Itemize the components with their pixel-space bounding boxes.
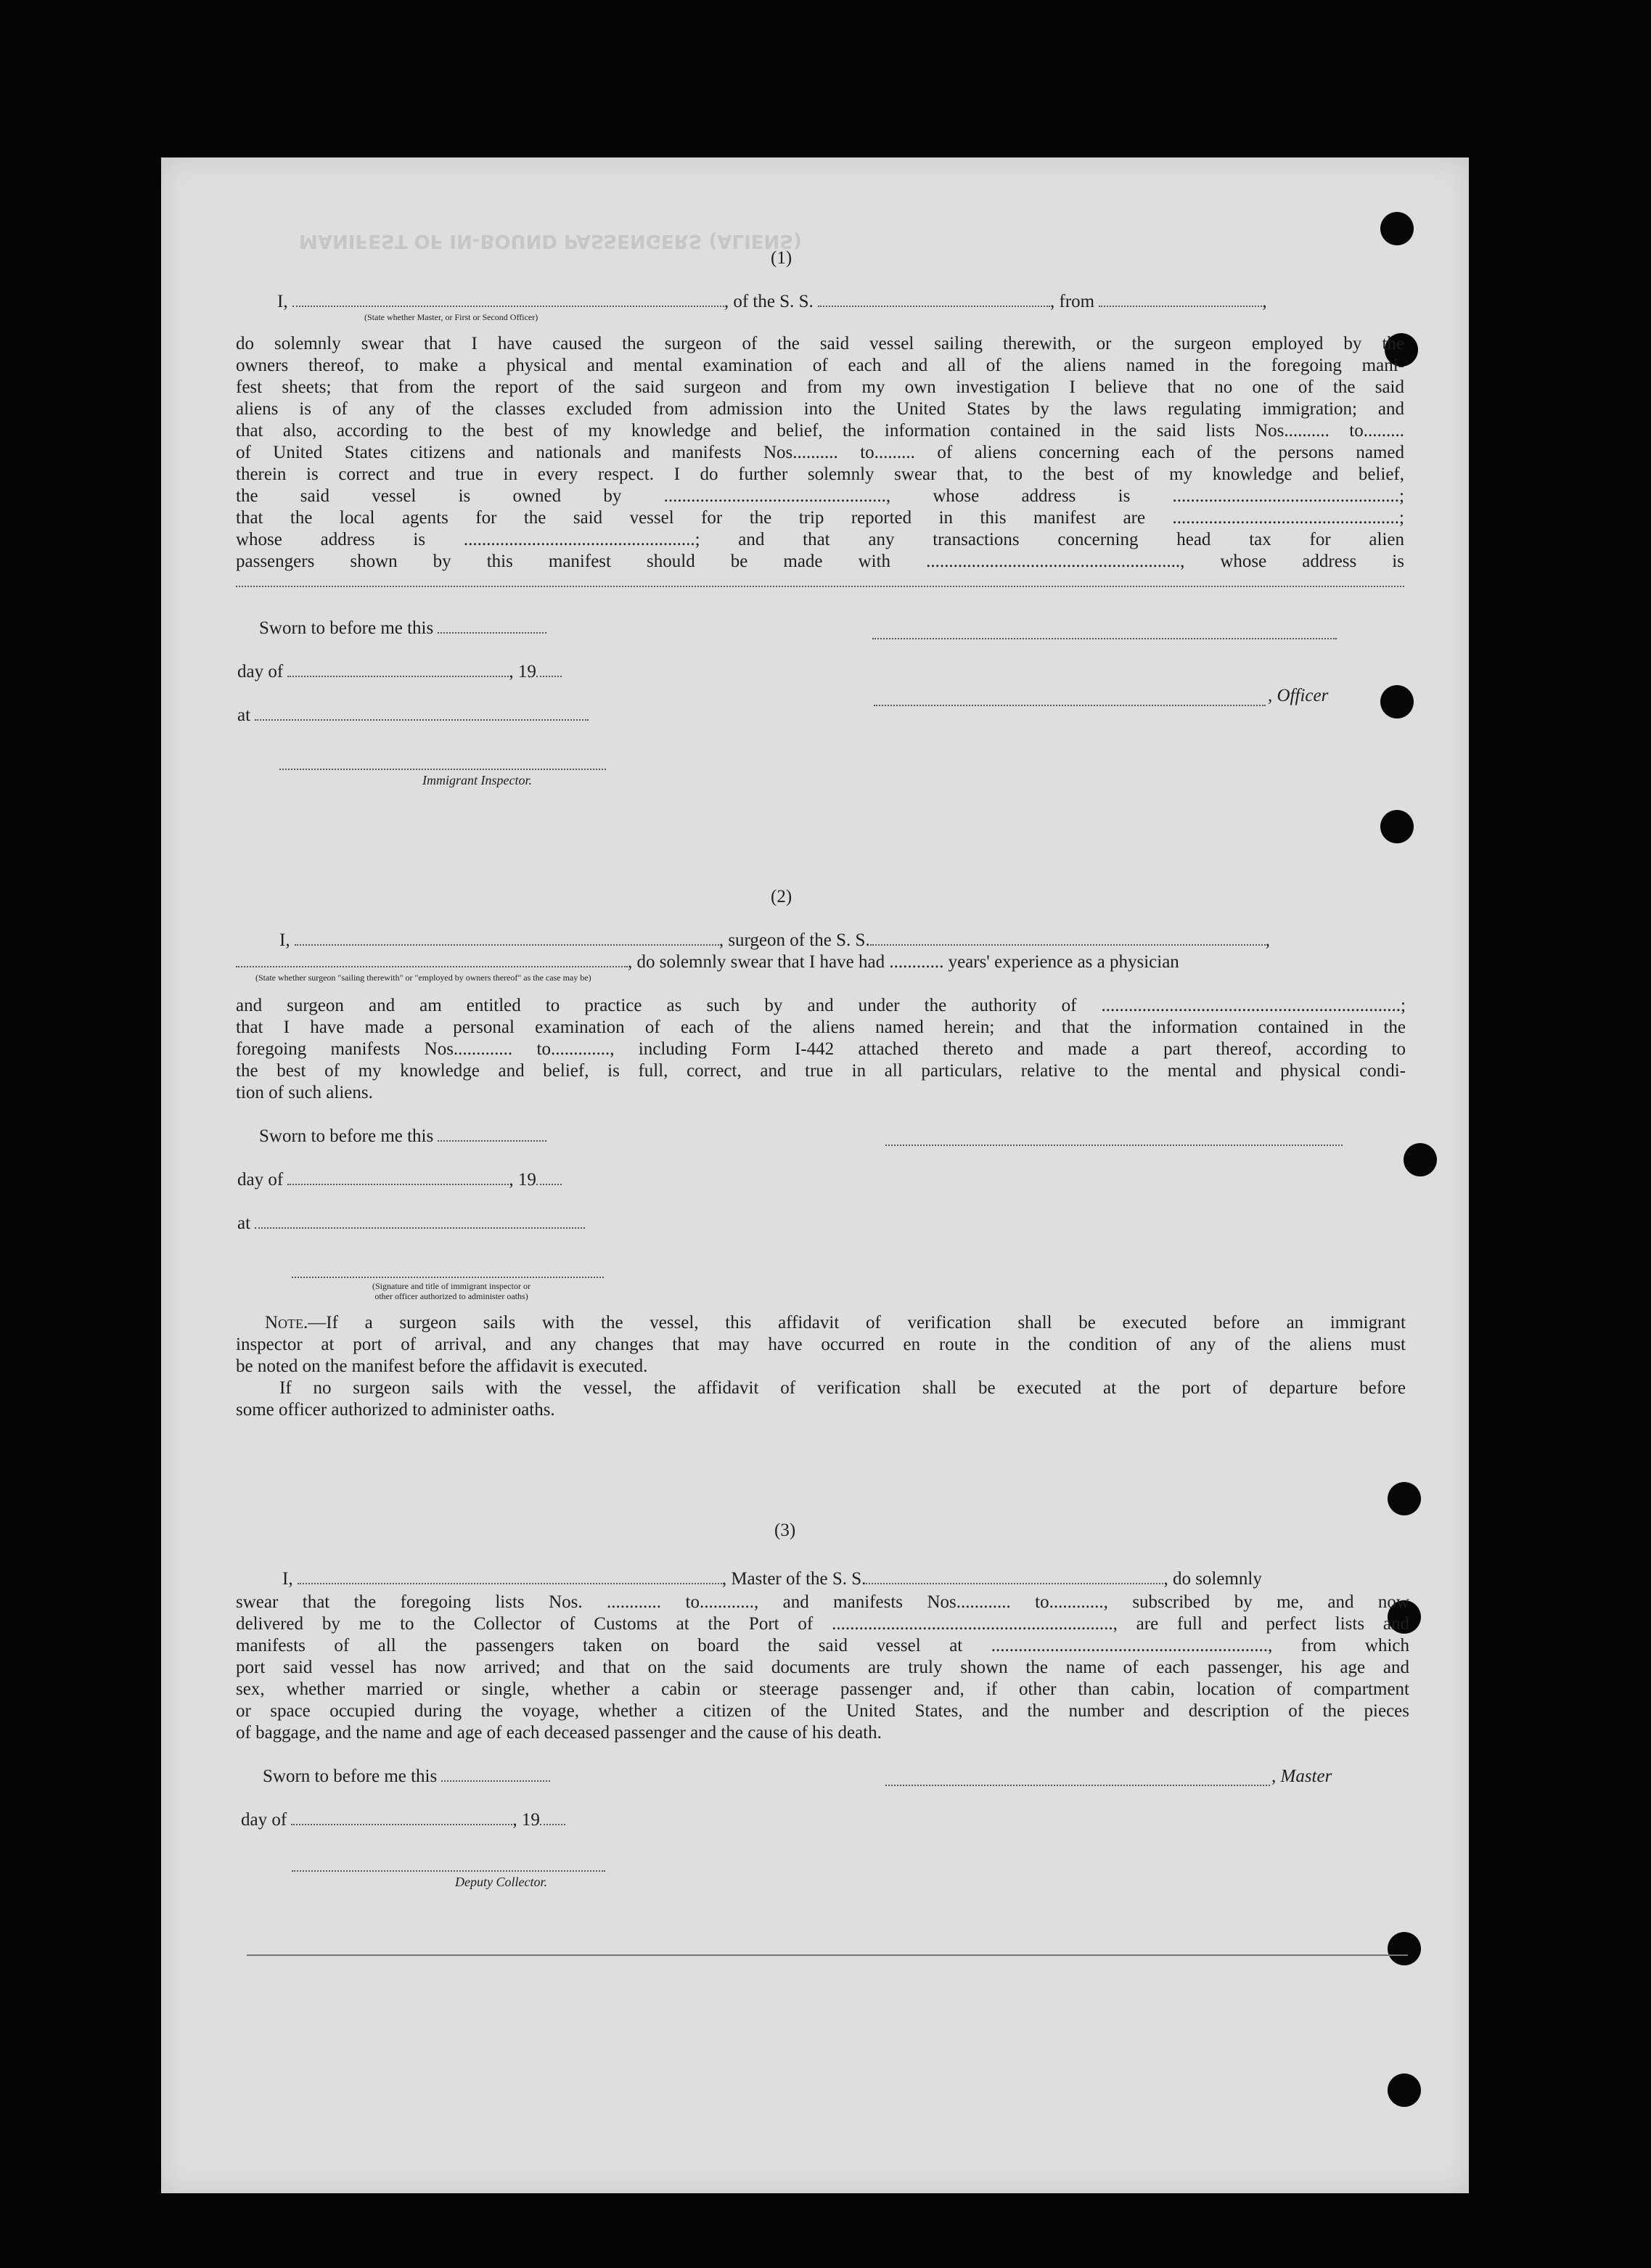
bleed-through-text: MANIFEST OF IN-BOUND PASSENGERS (ALIENS) [299,230,802,252]
binder-hole [1388,1932,1421,1965]
surgeon-line: I, , surgeon of the S. S. , [279,930,1270,950]
oath-line: of United States citizens and nationals and manifests Nos.......... to......... of aliens concerning each of the persons named [236,443,1404,462]
oath-line: swear that the foregoing lists Nos. ............ to............, and manifests Nos............ to............, subscribed by me, and now [236,1592,1409,1612]
oath-line: fest sheets; that from the report of the said surgeon and from my own investigation I believe that no one of the said [236,377,1404,397]
note-label: Note. [265,1313,308,1332]
at-line: at [237,1213,585,1234]
inspector-signature-line[interactable] [279,767,606,770]
note-line: Note.—If a surgeon sails with the vessel, this affidavit of verification shall be executed before an immigrant [265,1313,1406,1332]
month-field[interactable] [287,1174,509,1185]
officer-hint: (State whether Master, or First or Second Officer) [364,312,538,322]
signature-hint: (Signature and title of immigrant inspector or [372,1281,530,1291]
note-line: some officer authorized to administer oaths. [236,1400,555,1420]
binder-hole [1380,810,1414,843]
binder-hole [1404,1143,1437,1176]
sworn-line: Sworn to before me this [259,1126,546,1147]
oath-line: manifests of all the passengers taken on board the said vessel at ............................................................., from which [236,1636,1409,1655]
officer-label: , Officer [1268,686,1329,705]
oath-line: sex, whether married or single, whether a cabin or steerage passenger and, if other than cabin, location of compartment [236,1679,1409,1699]
bottom-rule [247,1954,1408,1956]
year-field[interactable] [536,1174,562,1185]
at-line: at [237,705,589,726]
binder-hole [1388,1482,1421,1515]
note-line: be noted on the manifest before the affidavit is executed. [236,1356,648,1376]
binder-hole [1388,2073,1421,2107]
section-number: (2) [771,887,792,906]
oath-line: delivered by me to the Collector of Customs at the Port of .............................................................., are full and perfect lists and [236,1614,1409,1634]
day-of-line: day of , 19 [237,1170,562,1190]
surgeon-oath-line: , do solemnly swear that I have had ............ years' experience as a physician [236,952,1406,973]
binder-hole [1380,212,1414,245]
label-i: I, [277,292,288,311]
year-field[interactable] [536,666,562,677]
oath-line: do solemnly swear that I have caused the surgeon of the said vessel sailing therewith, or the surgeon employed by the [236,334,1404,353]
master-name-field[interactable] [298,1573,722,1584]
vessel-name-field[interactable] [866,1573,1163,1584]
oath-line: therein is correct and true in every respect. I do further solemnly swear that, to the best of my knowledge and belief, [236,464,1404,484]
officer-name-field[interactable] [292,295,724,307]
address-line[interactable] [236,584,1404,587]
sworn-date-field[interactable] [438,622,546,634]
surgeon-signature-line[interactable] [885,1143,1343,1146]
sworn-date-field[interactable] [438,1130,546,1142]
master-label: , Master [1271,1766,1332,1786]
departure-port-field[interactable] [1099,295,1262,307]
inspector-label: Immigrant Inspector. [422,773,532,787]
vessel-name-field[interactable] [870,934,1266,946]
oath-line: passengers shown by this manifest should be made with ........................................................, whose address is [236,552,1404,571]
officer-line: I, , of the S. S. , from , [277,292,1267,311]
year-field[interactable] [540,1814,565,1825]
binder-hole [1380,685,1414,719]
label-from: , from [1050,292,1095,311]
document-page [161,157,1469,2193]
sworn-date-field[interactable] [441,1770,550,1782]
oath-line: the best of my knowledge and belief, is full, correct, and true in all particulars, relative to the mental and physical condi- [236,1061,1406,1081]
label-of-ss: , of the S. S. [724,292,814,311]
oath-line: foregoing manifests Nos............. to............., including Form I-442 attached thereto and made a part thereof, according to [236,1039,1406,1059]
oath-line: the said vessel is owned by ................................................., whose address is ..................................................; [236,486,1404,506]
oath-line: that I have made a personal examination of each of the aliens named herein; and that the information contained in the [236,1018,1406,1037]
month-field[interactable] [287,666,509,677]
surgeon-hint: (State whether surgeon "sailing therewith" or "employed by owners thereof" as the case may be) [255,973,591,983]
signature-hint: other officer authorized to administer oaths) [374,1291,528,1301]
day-of-line: day of , 19 [237,662,562,682]
oath-line: that also, according to the best of my knowledge and belief, the information contained in the said lists Nos.......... to......... [236,421,1404,441]
oath-line: aliens is of any of the classes excluded from admission into the United States by the laws regulating immigration; and [236,399,1404,419]
oath-line: owners thereof, to make a physical and mental examination of each and all of the aliens named in the foregoing mani- [236,356,1404,375]
note-line: If no surgeon sails with the vessel, the affidavit of verification shall be executed at the port of departure before [279,1378,1406,1398]
deputy-label: Deputy Collector. [455,1875,547,1889]
vessel-name-field[interactable] [818,295,1050,307]
master-line: I, , Master of the S. S. , do solemnly [282,1569,1262,1589]
surgeon-name-field[interactable] [295,934,719,946]
master-signature-line[interactable] [885,1783,1270,1786]
surgeon-status-field[interactable] [236,956,628,967]
deputy-signature-line[interactable] [292,1869,605,1872]
signature-line[interactable] [872,636,1337,639]
oath-line: or space occupied during the voyage, whether a citizen of the United States, and the number and description of the pieces [236,1701,1409,1721]
section-number: (3) [774,1520,796,1540]
oath-line: whose address is ...................................................; and that any transactions concerning head tax for alien [236,530,1404,549]
oath-line: port said vessel has now arrived; and that on the said documents are truly shown the name of each passenger, his age and [236,1658,1409,1677]
section-number: (1) [771,248,792,268]
place-field[interactable] [255,709,589,721]
sworn-line: Sworn to before me this [259,618,546,639]
inspector-signature-line[interactable] [292,1275,604,1278]
oath-line: of baggage, and the name and age of each deceased passenger and the cause of his death. [236,1723,882,1743]
oath-line: tion of such aliens. [236,1083,373,1102]
oath-line: that the local agents for the said vessel for the trip reported in this manifest are ..................................................; [236,508,1404,528]
place-field[interactable] [255,1217,585,1229]
oath-line: and surgeon and am entitled to practice as such by and under the authority of ..................................................................; [236,996,1406,1015]
day-of-line: day of , 19 [241,1810,565,1830]
note-line: inspector at port of arrival, and any changes that may have occurred en route in the condition of any of the aliens must [236,1335,1406,1354]
officer-signature-line[interactable] [874,703,1266,706]
sworn-line: Sworn to before me this [263,1766,550,1787]
month-field[interactable] [291,1814,512,1825]
